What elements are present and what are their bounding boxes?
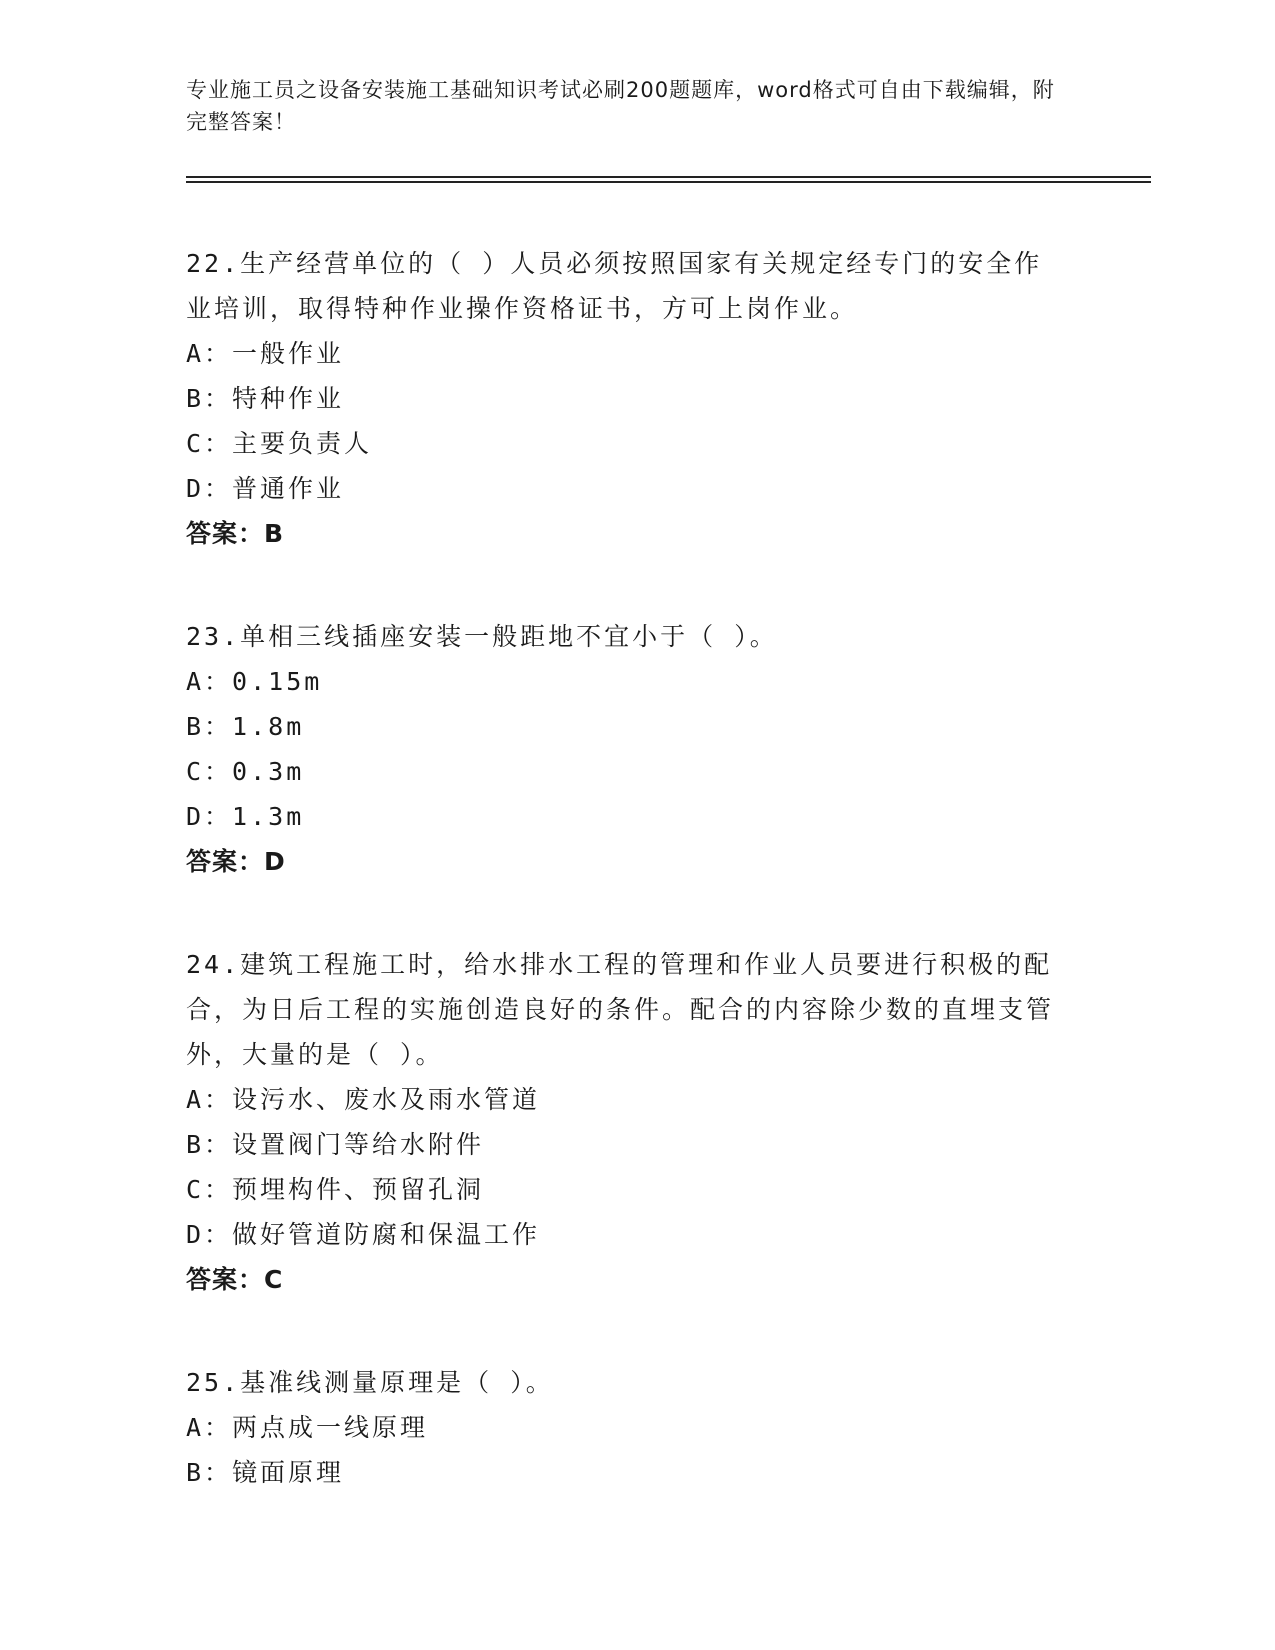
option-a: A：0.15m: [186, 667, 323, 696]
option-b: B：镜面原理: [186, 1458, 345, 1487]
answer: 答案：C: [186, 1265, 284, 1294]
option-c: C：主要负责人: [186, 429, 373, 458]
question-stem: 24.建筑工程施工时，给水排水工程的管理和作业人员要进行积极的配合，为日后工程的实施创造良好的条件。配合的内容除少数的直埋支管外，大量的是（ ）。: [186, 950, 1055, 1069]
option-b: B：设置阀门等给水附件: [186, 1130, 485, 1159]
option-d: D：1.3m: [186, 802, 305, 831]
option-c: C：预埋构件、预留孔洞: [186, 1175, 485, 1204]
option-a: A：设污水、废水及雨水管道: [186, 1085, 541, 1114]
option-a: A：两点成一线原理: [186, 1413, 429, 1442]
question-24: [186, 942, 1106, 1302]
option-d: D：做好管道防腐和保温工作: [186, 1220, 541, 1249]
question-25: [186, 1360, 1106, 1495]
option-b: B：1.8m: [186, 712, 305, 741]
question-22: [186, 241, 1106, 556]
question-23: [186, 614, 1106, 884]
option-c: C：0.3m: [186, 757, 305, 786]
question-stem: 25.基准线测量原理是（ ）。: [186, 1368, 554, 1397]
option-b: B：特种作业: [186, 384, 345, 413]
answer: 答案：B: [186, 519, 285, 548]
option-d: D：普通作业: [186, 474, 345, 503]
document-page: [186, 74, 1106, 1495]
header-divider: [186, 176, 1151, 183]
option-a: A：一般作业: [186, 339, 345, 368]
question-stem: 23.单相三线插座安装一般距地不宜小于（ ）。: [186, 622, 778, 651]
question-stem: 22.生产经营单位的（ ）人员必须按照国家有关规定经专门的安全作业培训，取得特种作业操作资格证书，方可上岗作业。: [186, 249, 1043, 323]
document-header: 专业施工员之设备安装施工基础知识考试必刷200题题库，word格式可自由下载编辑，附完整答案！: [186, 78, 1055, 134]
answer: 答案：D: [186, 847, 286, 876]
